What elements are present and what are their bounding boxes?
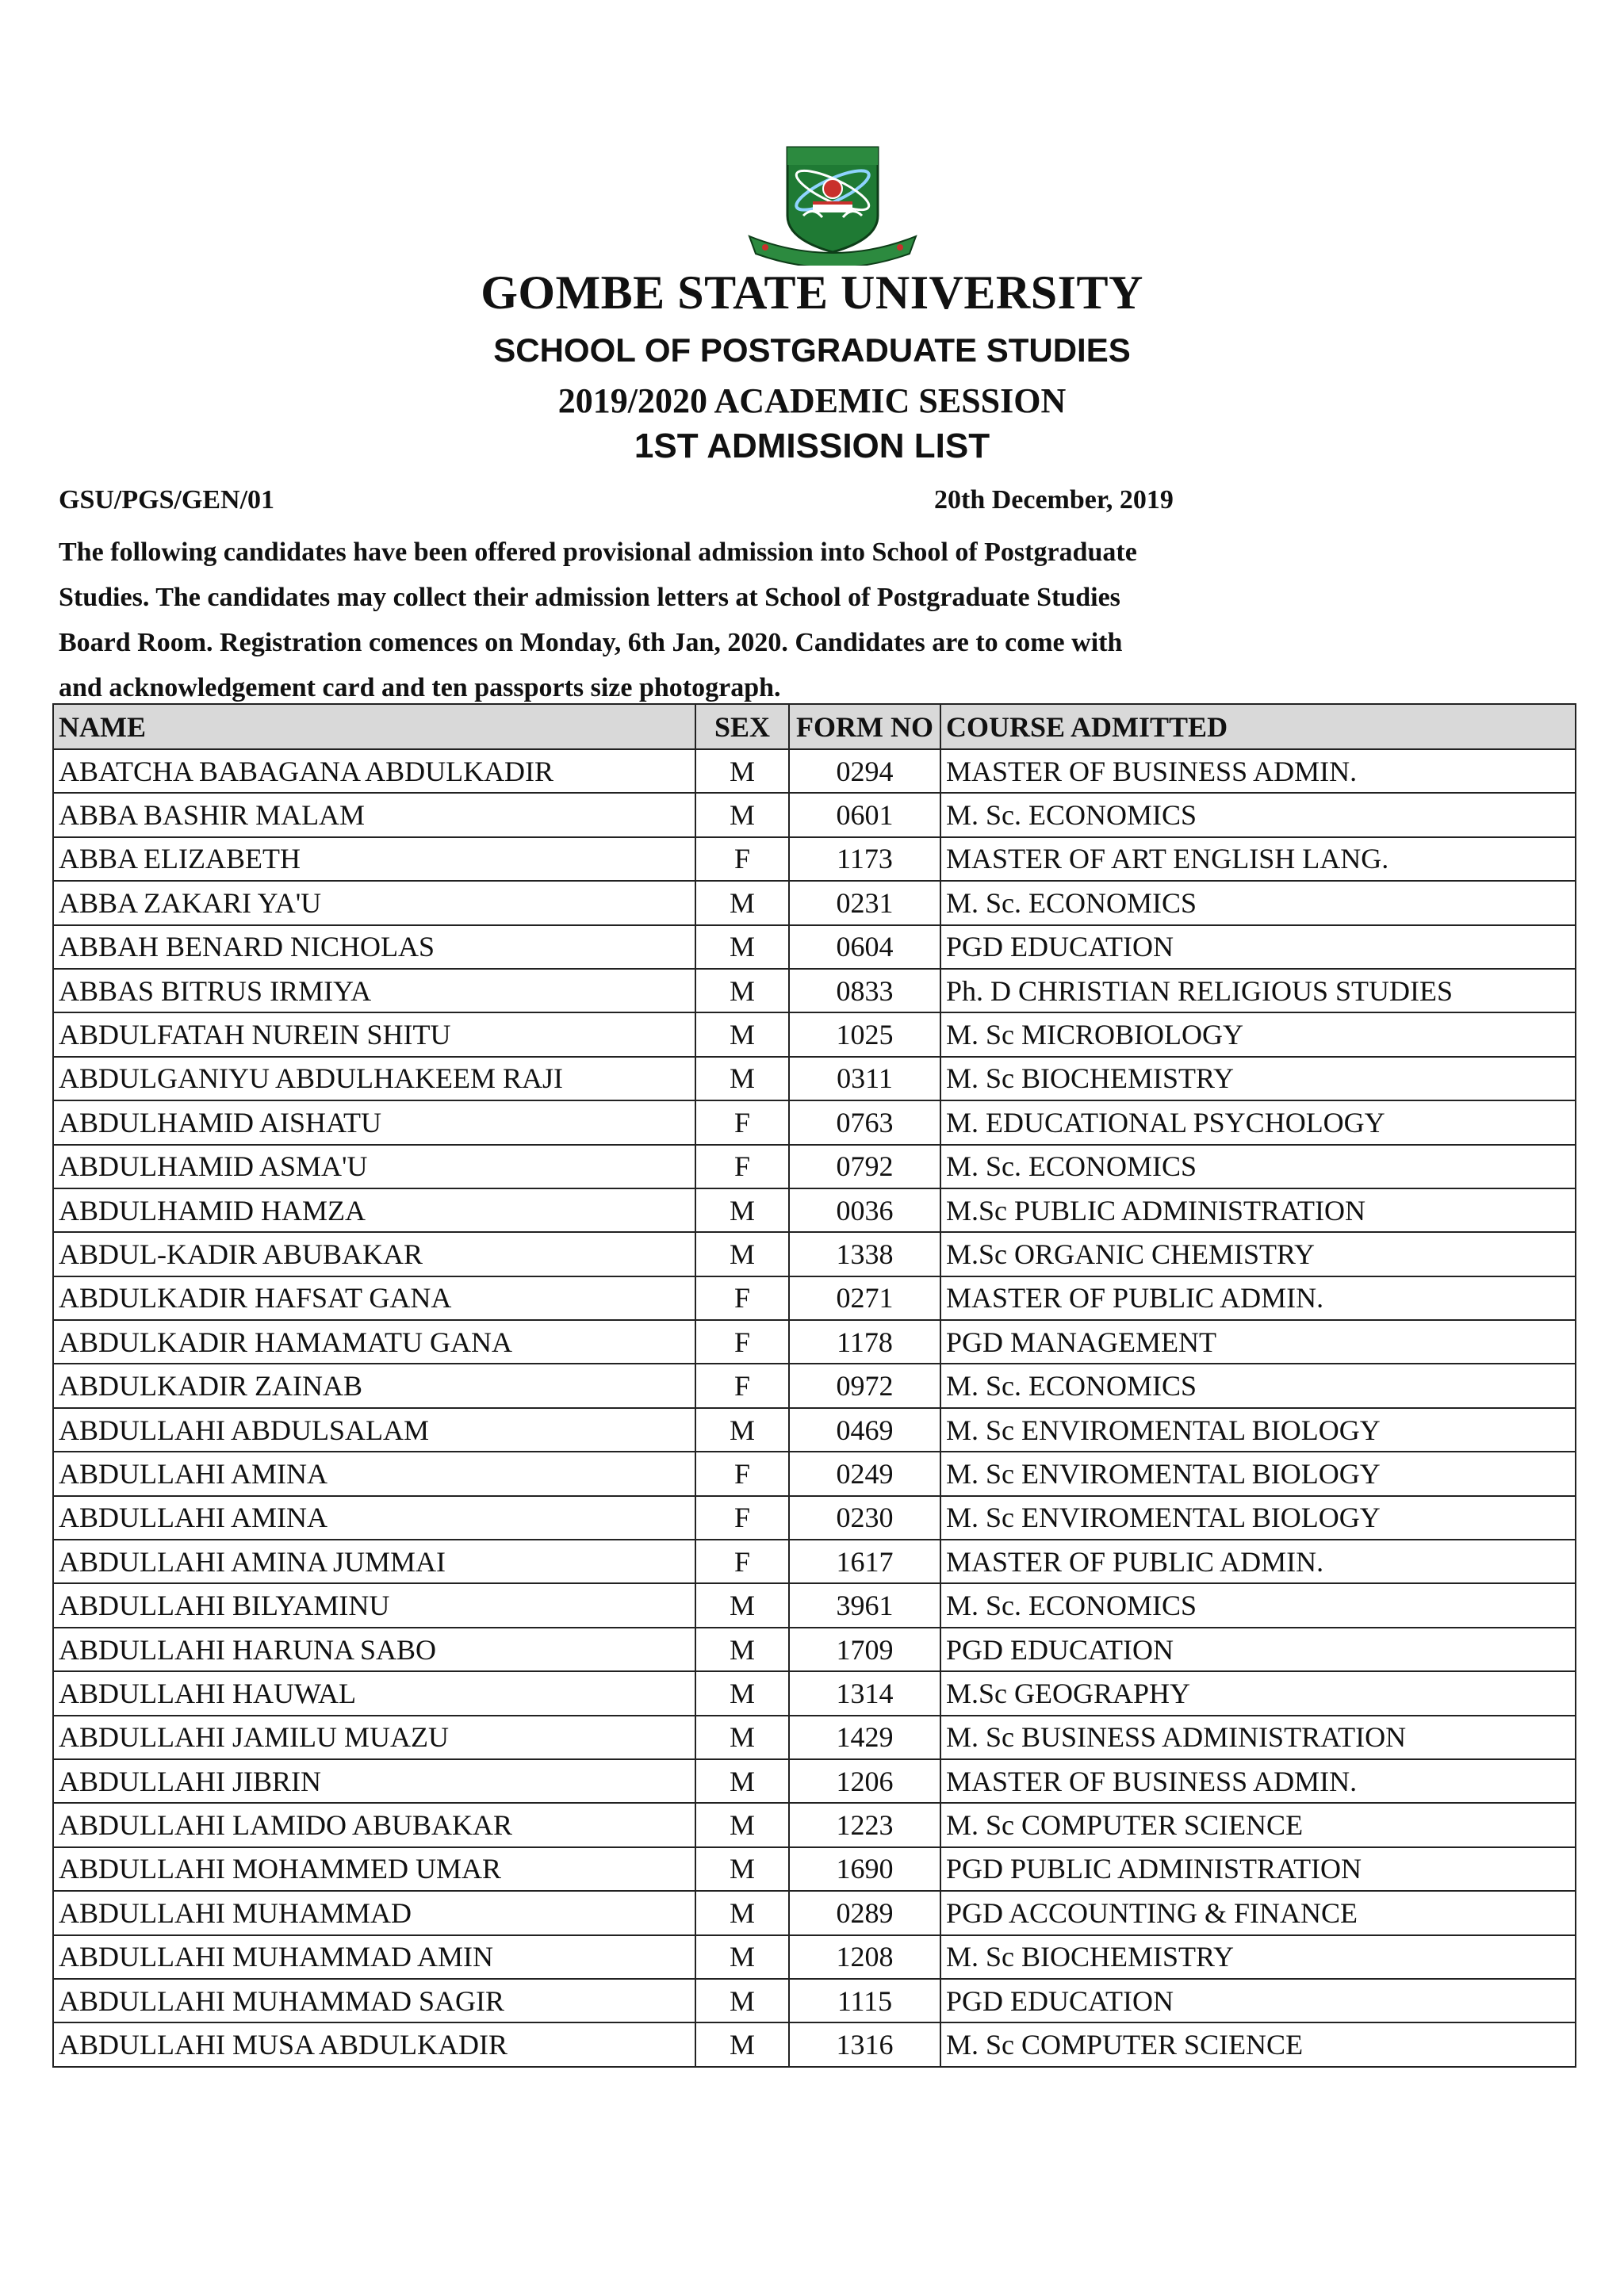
cell-sex: M [695,1759,789,1803]
cell-name: ABBAH BENARD NICHOLAS [53,925,695,969]
cell-form-no: 1173 [789,837,940,881]
cell-form-no: 1316 [789,2022,940,2066]
notice-line: Board Room. Registration comences on Monday, 6th Jan, 2020. Candidates are to come with [59,628,1123,657]
column-header-name: NAME [53,704,695,749]
cell-sex: F [695,1540,789,1583]
cell-name: ABDULGANIYU ABDULHAKEEM RAJI [53,1057,695,1100]
cell-sex: M [695,1188,789,1232]
cell-name: ABDULLAHI AMINA [53,1452,695,1495]
cell-form-no: 0311 [789,1057,940,1100]
cell-course: MASTER OF BUSINESS ADMIN. [940,1759,1576,1803]
cell-sex: M [695,2022,789,2066]
cell-course: M. Sc. ECONOMICS [940,881,1576,924]
table-row [53,837,1576,881]
table-row [53,1935,1576,1979]
notice-line: The following candidates have been offered provisional admission into School of Postgraduate [59,538,1137,567]
cell-sex: M [695,1628,789,1671]
cell-name: ABDUL-KADIR ABUBAKAR [53,1232,695,1276]
notice-line: and acknowledgement card and ten passports size photograph. [59,673,781,702]
cell-sex: M [695,1979,789,2022]
cell-course: PGD PUBLIC ADMINISTRATION [940,1847,1576,1891]
cell-form-no: 0294 [789,749,940,793]
cell-name: ABDULLAHI ABDULSALAM [53,1408,695,1452]
cell-name: ABDULKADIR ZAINAB [53,1364,695,1407]
cell-sex: M [695,1935,789,1979]
table-row [53,1188,1576,1232]
cell-form-no: 1690 [789,1847,940,1891]
notice-date: 20th December, 2019 [934,485,1174,515]
cell-form-no: 0036 [789,1188,940,1232]
cell-course: M. Sc ENVIROMENTAL BIOLOGY [940,1452,1576,1495]
cell-name: ABDULLAHI AMINA [53,1496,695,1540]
cell-name: ABDULLAHI AMINA JUMMAI [53,1540,695,1583]
cell-sex: M [695,881,789,924]
cell-course: M.Sc PUBLIC ADMINISTRATION [940,1188,1576,1232]
cell-name: ABDULLAHI JIBRIN [53,1759,695,1803]
cell-name: ABDULLAHI BILYAMINU [53,1583,695,1627]
cell-form-no: 1115 [789,1979,940,2022]
table-row [53,1012,1576,1056]
cell-sex: M [695,1583,789,1627]
cell-sex: F [695,1320,789,1364]
cell-name: ABDULLAHI HAUWAL [53,1671,695,1715]
cell-course: MASTER OF PUBLIC ADMIN. [940,1276,1576,1320]
cell-sex: F [695,1496,789,1540]
table-row [53,969,1576,1012]
cell-course: M. Sc COMPUTER SCIENCE [940,1803,1576,1846]
cell-form-no: 1338 [789,1232,940,1276]
cell-name: ABDULLAHI MOHAMMED UMAR [53,1847,695,1891]
cell-name: ABDULKADIR HAFSAT GANA [53,1276,695,1320]
cell-form-no: 1025 [789,1012,940,1056]
cell-form-no: 0792 [789,1145,940,1188]
table-row [53,1891,1576,1934]
notice-line: Studies. The candidates may collect their admission letters at School of Postgraduate Studies [59,583,1120,612]
cell-course: M. Sc MICROBIOLOGY [940,1012,1576,1056]
cell-course: M. Sc. ECONOMICS [940,1145,1576,1188]
table-row [53,881,1576,924]
cell-name: ABBAS BITRUS IRMIYA [53,969,695,1012]
table-row [53,1320,1576,1364]
cell-form-no: 0469 [789,1408,940,1452]
cell-name: ABDULLAHI MUSA ABDULKADIR [53,2022,695,2066]
university-title: GOMBE STATE UNIVERSITY [481,266,1143,319]
cell-name: ABDULLAHI LAMIDO ABUBAKAR [53,1803,695,1846]
table-row [53,1276,1576,1320]
column-header-form-no: FORM NO [789,704,940,749]
cell-course: PGD EDUCATION [940,1628,1576,1671]
cell-course: MASTER OF ART ENGLISH LANG. [940,837,1576,881]
cell-form-no: 0601 [789,793,940,836]
table-row [53,1847,1576,1891]
cell-form-no: 1314 [789,1671,940,1715]
admission-notice [59,530,1327,710]
cell-sex: M [695,1232,789,1276]
cell-name: ABDULHAMID HAMZA [53,1188,695,1232]
cell-sex: M [695,969,789,1012]
session-title: 2019/2020 ACADEMIC SESSION [557,381,1067,420]
table-row [53,1452,1576,1495]
cell-course: M. Sc BIOCHEMISTRY [940,1057,1576,1100]
cell-name: ABBA BASHIR MALAM [53,793,695,836]
cell-name: ABBA ZAKARI YA'U [53,881,695,924]
cell-course: M. Sc BIOCHEMISTRY [940,1935,1576,1979]
cell-sex: M [695,1671,789,1715]
cell-sex: M [695,1716,789,1759]
cell-course: M.Sc ORGANIC CHEMISTRY [940,1232,1576,1276]
cell-form-no: 1709 [789,1628,940,1671]
cell-form-no: 1208 [789,1935,940,1979]
cell-sex: F [695,837,789,881]
cell-sex: F [695,1100,789,1144]
cell-form-no: 1206 [789,1759,940,1803]
table-row [53,1145,1576,1188]
table-row [53,1583,1576,1627]
table-row [53,1232,1576,1276]
table-row [53,1364,1576,1407]
cell-sex: F [695,1276,789,1320]
table-body [53,749,1576,2067]
cell-name: ABDULHAMID AISHATU [53,1100,695,1144]
cell-sex: M [695,925,789,969]
cell-course: M. Sc BUSINESS ADMINISTRATION [940,1716,1576,1759]
cell-course: M. EDUCATIONAL PSYCHOLOGY [940,1100,1576,1144]
admission-table [52,703,1576,2068]
table-row [53,1759,1576,1803]
cell-name: ABATCHA BABAGANA ABDULKADIR [53,749,695,793]
cell-form-no: 0249 [789,1452,940,1495]
cell-sex: M [695,1408,789,1452]
cell-name: ABBA ELIZABETH [53,837,695,881]
cell-course: M. Sc. ECONOMICS [940,793,1576,836]
cell-course: MASTER OF BUSINESS ADMIN. [940,749,1576,793]
cell-name: ABDULLAHI MUHAMMAD [53,1891,695,1934]
table-row [53,1716,1576,1759]
table-row [53,1540,1576,1583]
cell-form-no: 0763 [789,1100,940,1144]
cell-course: Ph. D CHRISTIAN RELIGIOUS STUDIES [940,969,1576,1012]
cell-sex: M [695,1803,789,1846]
table-row [53,793,1576,836]
cell-form-no: 3961 [789,1583,940,1627]
cell-course: PGD EDUCATION [940,1979,1576,2022]
cell-form-no: 1223 [789,1803,940,1846]
cell-name: ABDULHAMID ASMA'U [53,1145,695,1188]
cell-course: PGD MANAGEMENT [940,1320,1576,1364]
cell-course: MASTER OF PUBLIC ADMIN. [940,1540,1576,1583]
cell-name: ABDULFATAH NUREIN SHITU [53,1012,695,1056]
column-header-course: COURSE ADMITTED [940,704,1576,749]
cell-name: ABDULLAHI JAMILU MUAZU [53,1716,695,1759]
cell-name: ABDULKADIR HAMAMATU GANA [53,1320,695,1364]
reference-number: GSU/PGS/GEN/01 [59,485,275,515]
cell-course: PGD ACCOUNTING & FINANCE [940,1891,1576,1934]
table-header-row [53,704,1576,749]
cell-course: M.Sc GEOGRAPHY [940,1671,1576,1715]
cell-course: M. Sc. ECONOMICS [940,1364,1576,1407]
table-row [53,1671,1576,1715]
table-row [53,925,1576,969]
cell-sex: M [695,1057,789,1100]
table-row [53,1057,1576,1100]
cell-form-no: 0833 [789,969,940,1012]
column-header-sex: SEX [695,704,789,749]
cell-sex: M [695,793,789,836]
cell-course: M. Sc COMPUTER SCIENCE [940,2022,1576,2066]
cell-form-no: 1429 [789,1716,940,1759]
cell-sex: M [695,749,789,793]
cell-name: ABDULLAHI HARUNA SABO [53,1628,695,1671]
table-row [53,1496,1576,1540]
table-row [53,1408,1576,1452]
table-row [53,1803,1576,1846]
cell-form-no: 1178 [789,1320,940,1364]
cell-sex: M [695,1847,789,1891]
table-row [53,749,1576,793]
cell-form-no: 0289 [789,1891,940,1934]
cell-sex: F [695,1145,789,1188]
cell-course: M. Sc ENVIROMENTAL BIOLOGY [940,1408,1576,1452]
table-row [53,1979,1576,2022]
cell-form-no: 0972 [789,1364,940,1407]
cell-sex: M [695,1891,789,1934]
school-title: SCHOOL OF POSTGRADUATE STUDIES [493,331,1131,369]
table-row [53,1628,1576,1671]
table-row [53,1100,1576,1144]
cell-form-no: 0604 [789,925,940,969]
cell-course: M. Sc ENVIROMENTAL BIOLOGY [940,1496,1576,1540]
cell-name: ABDULLAHI MUHAMMAD AMIN [53,1935,695,1979]
cell-course: M. Sc. ECONOMICS [940,1583,1576,1627]
cell-course: PGD EDUCATION [940,925,1576,969]
university-crest-logo [741,143,924,266]
cell-name: ABDULLAHI MUHAMMAD SAGIR [53,1979,695,2022]
cell-form-no: 0230 [789,1496,940,1540]
list-title: 1ST ADMISSION LIST [634,427,990,465]
table-row [53,2022,1576,2066]
cell-form-no: 1617 [789,1540,940,1583]
cell-form-no: 0271 [789,1276,940,1320]
cell-sex: M [695,1012,789,1056]
cell-sex: F [695,1364,789,1407]
cell-sex: F [695,1452,789,1495]
cell-form-no: 0231 [789,881,940,924]
